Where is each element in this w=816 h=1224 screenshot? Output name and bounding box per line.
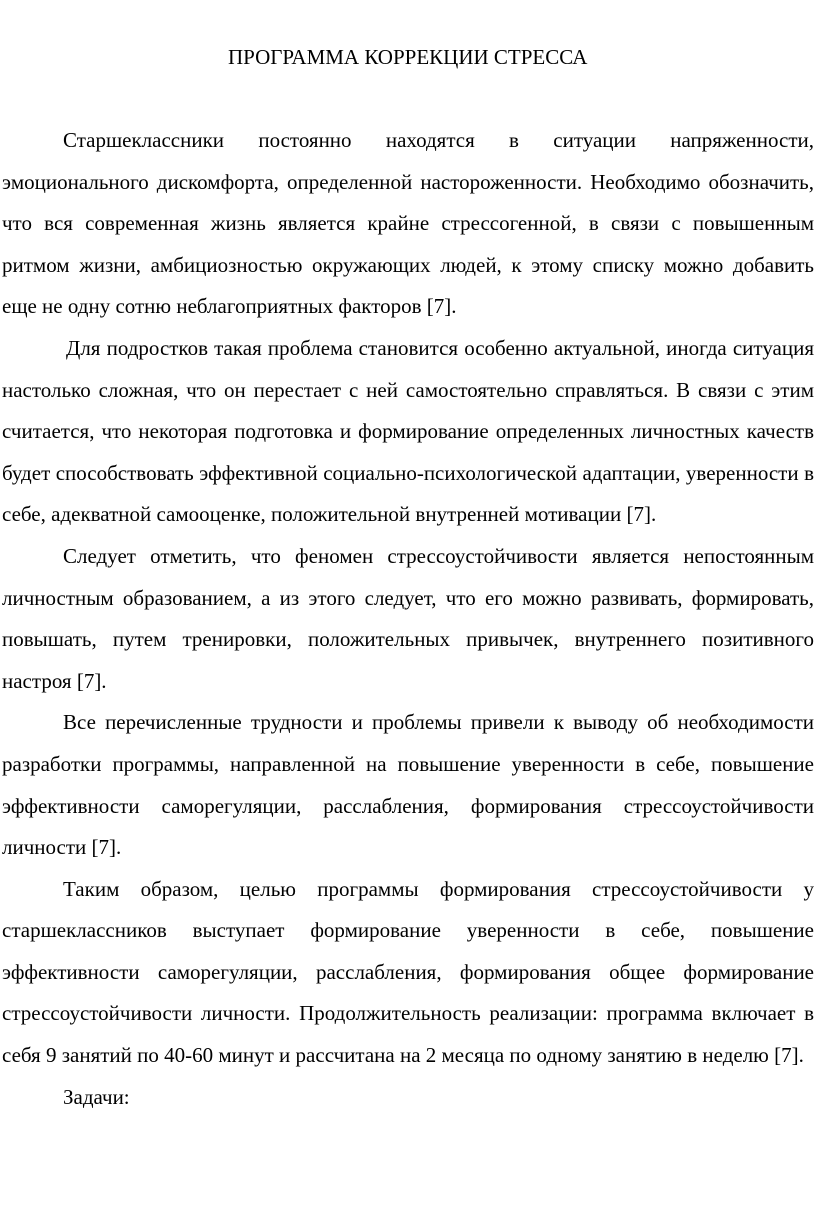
paragraph-2: Для подростков такая проблема становится особенно актуальной, иногда ситуация настолько сложная, что он перестает с ней самостоятельно справляться. В связи с этим считается, что некоторая подготовка и формирование определенных личностных качеств будет способствовать эффективной социально-психологической адаптации, уверенности в себе, адекватной самооценке, положительной внутренней мотивации [7]. <box>2 335 814 527</box>
tasks-heading: Задачи: <box>63 1084 130 1109</box>
paragraph-3: Следует отметить, что феномен стрессоустойчивости является непостоянным личностным образованием, а из этого следует, что его можно развивать, формировать, повышать, путем тренировки, положительных привычек, внутреннего позитивного настроя [7]. <box>2 543 814 693</box>
document-body <box>2 120 814 1118</box>
paragraph-1: Старшеклассники постоянно находятся в ситуации напряженности, эмоционального дискомфорта, определенной настороженности. Необходимо обозначить, что вся современная жизнь является крайне стрессогенной, в связи с повышенным ритмом жизни, амбициозностью окружающих людей, к этому списку можно добавить еще не одну сотню неблагоприятных факторов [7]. <box>2 128 814 319</box>
page-title: ПРОГРАММА КОРРЕКЦИИ СТРЕССА <box>228 45 588 69</box>
paragraph-5: Таким образом, целью программы формирования стрессоустойчивости у старшеклассников выступает формирование уверенности в себе, повышение эффективности саморегуляции, расслабления, формирования общее формирование стрессоустойчивости личности. Продолжительность реализации: программа включает в себя 9 занятий по 40-60 минут и рассчитана на 2 месяца по одному занятию в неделю [7]. <box>2 876 814 1068</box>
paragraph-4: Все перечисленные трудности и проблемы привели к выводу об необходимости разработки программы, направленной на повышение уверенности в себе, повышение эффективности саморегуляции, расслабления, формирования стрессоустойчивости личности [7]. <box>2 710 814 860</box>
